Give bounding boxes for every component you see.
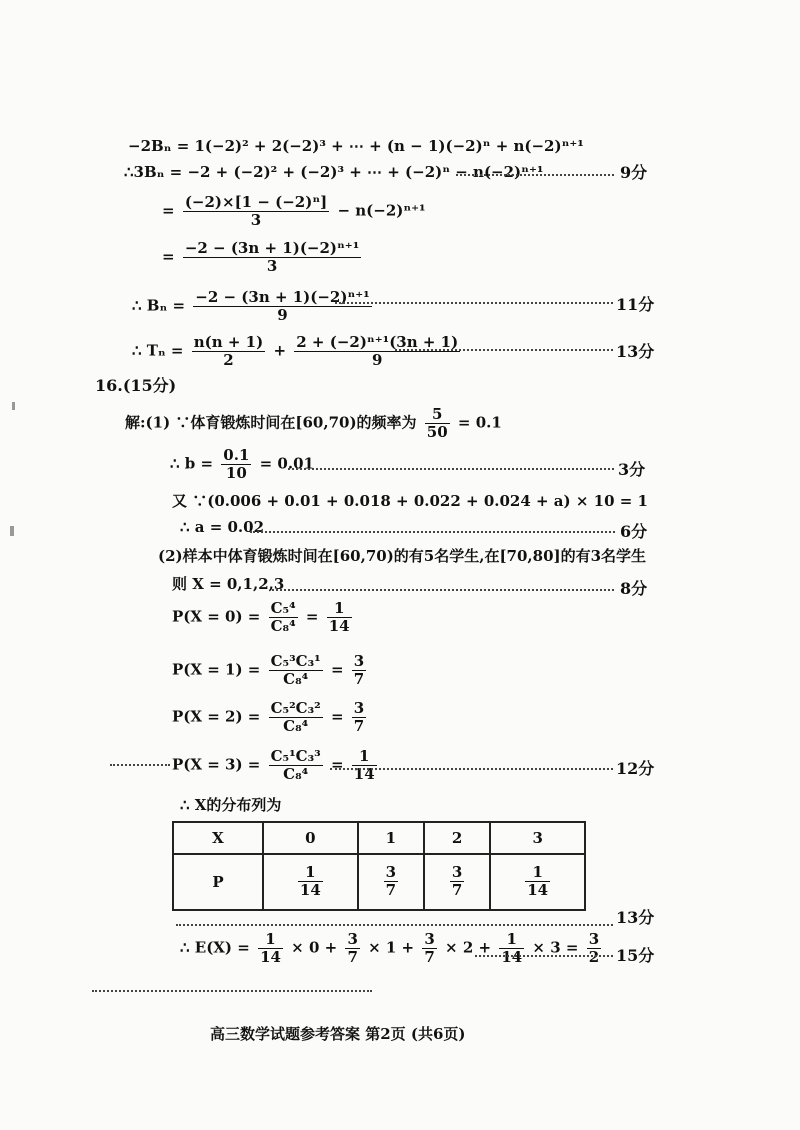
score-13b: 13分: [616, 908, 655, 927]
table-cell: 3: [490, 822, 585, 854]
line-3bn-step1: = $\frac{\text{(−2)×[1 − (−2)ⁿ]}}{3}$ − n(−2)ⁿ⁺¹: [162, 193, 426, 229]
line-tn: ∴ Tₙ = $\frac{n(n + 1)}{2}$ + $\frac{\text{2 + (−2)ⁿ⁺¹(3n + 1)}}{9}$: [132, 333, 459, 369]
table-cell: X: [173, 822, 263, 854]
page-footer: 高三数学试题参考答案 第2页 (共6页): [210, 1025, 466, 1043]
distribution-table: [172, 821, 586, 911]
line-p-x3: P(X = 3) = $\frac{\text{C₅¹C₃³}}{\text{C₈⁴}}$ = $\frac{1}{14}$: [172, 747, 375, 783]
fraction: $\frac{3}{2}$: [588, 930, 600, 966]
dot-leader: [288, 468, 614, 470]
score-11: 11分: [616, 295, 655, 314]
fraction: $\frac{n(n + 1)}{2}$: [193, 333, 264, 369]
dot-leader: [335, 302, 613, 304]
table-row: [173, 822, 585, 854]
dot-leader: [176, 924, 613, 926]
fraction: $\frac{5}{50}$: [426, 405, 448, 441]
fraction: $\frac{3}{7}$: [385, 863, 397, 900]
table-cell: [263, 854, 358, 910]
fraction: $\frac{\text{C₅²C₃²}}{\text{C₈⁴}}$: [270, 699, 321, 735]
table-cell: [358, 854, 424, 910]
fraction: $\frac{1}{14}$: [527, 863, 549, 900]
fraction: $\frac{1}{14}$: [299, 863, 321, 900]
dot-leader: [110, 764, 170, 766]
problem-16-heading: 16.(15分): [95, 376, 177, 395]
fraction: $\frac{\text{C₅¹C₃³}}{\text{C₈⁴}}$: [270, 747, 321, 783]
fraction: $\frac{\text{C₅⁴}}{\text{C₈⁴}}$: [270, 599, 296, 635]
line-frequency: 解:(1) ∵体育锻炼时间在[60,70)的频率为 $\frac{5}{50}$ = 0.1: [125, 405, 502, 441]
dot-leader: [92, 990, 372, 992]
fraction: $\frac{\text{2 + (−2)ⁿ⁺¹(3n + 1)}}{9}$: [296, 333, 459, 369]
score-8: 8分: [620, 579, 648, 598]
fraction: $\frac{0.1}{10}$: [223, 446, 250, 482]
fraction: $\frac{\text{−2 − (3n + 1)(−2)ⁿ⁺¹}}{3}$: [184, 239, 360, 275]
table-cell: 2: [424, 822, 490, 854]
dot-leader: [456, 174, 614, 176]
table-cell: 0: [263, 822, 358, 854]
dot-leader: [250, 531, 615, 533]
table-cell: [424, 854, 490, 910]
fraction: $\frac{3}{7}$: [424, 930, 435, 966]
fraction: $\frac{1}{14}$: [328, 599, 350, 635]
dot-leader: [475, 955, 613, 957]
score-6: 6分: [620, 522, 648, 541]
fraction: $\frac{\text{(−2)×[1 − (−2)ⁿ]}}{3}$: [184, 193, 328, 229]
fraction: $\frac{\text{−2 − (3n + 1)(−2)ⁿ⁺¹}}{9}$: [195, 288, 370, 324]
score-13: 13分: [616, 342, 655, 361]
line-p-x2: P(X = 2) = $\frac{\text{C₅²C₃²}}{\text{C₈⁴}}$ = $\frac{3}{7}$: [172, 699, 365, 735]
score-3: 3分: [618, 460, 646, 479]
table-cell: [490, 854, 585, 910]
line-bn: ∴ Bₙ = $\frac{\text{−2 − (3n + 1)(−2)ⁿ⁺¹}}{9}$: [132, 288, 370, 324]
line-a-value: ∴ a = 0.02: [180, 518, 265, 536]
line-p-x1: P(X = 1) = $\frac{\text{C₅³C₃¹}}{\text{C₈⁴}}$ = $\frac{3}{7}$: [172, 652, 365, 688]
line-b-value: ∴ b = $\frac{0.1}{10}$ = 0.01: [170, 446, 314, 482]
score-15: 15分: [616, 946, 655, 965]
fraction: $\frac{3}{7}$: [451, 863, 463, 900]
table-cell: 1: [358, 822, 424, 854]
table-row: [173, 854, 585, 910]
scan-speck: [10, 526, 14, 536]
table-cell: P: [173, 854, 263, 910]
line-expectation: ∴ E(X) = $\frac{1}{14}$ × 0 + $\frac{3}{7}$ × 1 + $\frac{3}{7}$ × 2 + $\frac{1}{14}$ × 3 = $\frac{3}{2}$: [180, 930, 600, 966]
distribution-label: ∴ X的分布列为: [180, 796, 282, 814]
line-part2: (2)样本中体育锻炼时间在[60,70)的有5名学生,在[70,80]的有3名学生: [158, 547, 647, 565]
fraction: $\frac{1}{14}$: [501, 930, 523, 966]
line-sum-equation: 又 ∵(0.006 + 0.01 + 0.018 + 0.022 + 0.024 + a) × 10 = 1: [172, 492, 648, 510]
fraction: $\frac{3}{7}$: [353, 652, 365, 688]
fraction: $\frac{1}{14}$: [353, 747, 375, 783]
line-p-x0: P(X = 0) = $\frac{\text{C₅⁴}}{\text{C₈⁴}}$ = $\frac{1}{14}$: [172, 599, 350, 635]
line-neg2bn: −2Bₙ = 1(−2)² + 2(−2)³ + ⋯ + (n − 1)(−2)ⁿ + n(−2)ⁿ⁺¹: [128, 137, 584, 155]
dot-leader: [330, 768, 613, 770]
dot-leader: [272, 589, 614, 591]
fraction: $\frac{3}{7}$: [353, 699, 365, 735]
fraction: $\frac{\text{C₅³C₃¹}}{\text{C₈⁴}}$: [270, 652, 321, 688]
scan-speck: [12, 402, 15, 410]
fraction: $\frac{3}{7}$: [347, 930, 358, 966]
line-3bn-step2: = $\frac{\text{−2 − (3n + 1)(−2)ⁿ⁺¹}}{3}$: [162, 239, 360, 275]
score-9: 9分: [620, 163, 648, 182]
dot-leader: [395, 349, 613, 351]
line-x-values: 则 X = 0,1,2,3: [172, 575, 285, 593]
fraction: $\frac{1}{14}$: [260, 930, 281, 966]
score-12: 12分: [616, 759, 655, 778]
line-3bn: ∴3Bₙ = −2 + (−2)² + (−2)³ + ⋯ + (−2)ⁿ − n(−2)ⁿ⁺¹: [124, 163, 544, 181]
